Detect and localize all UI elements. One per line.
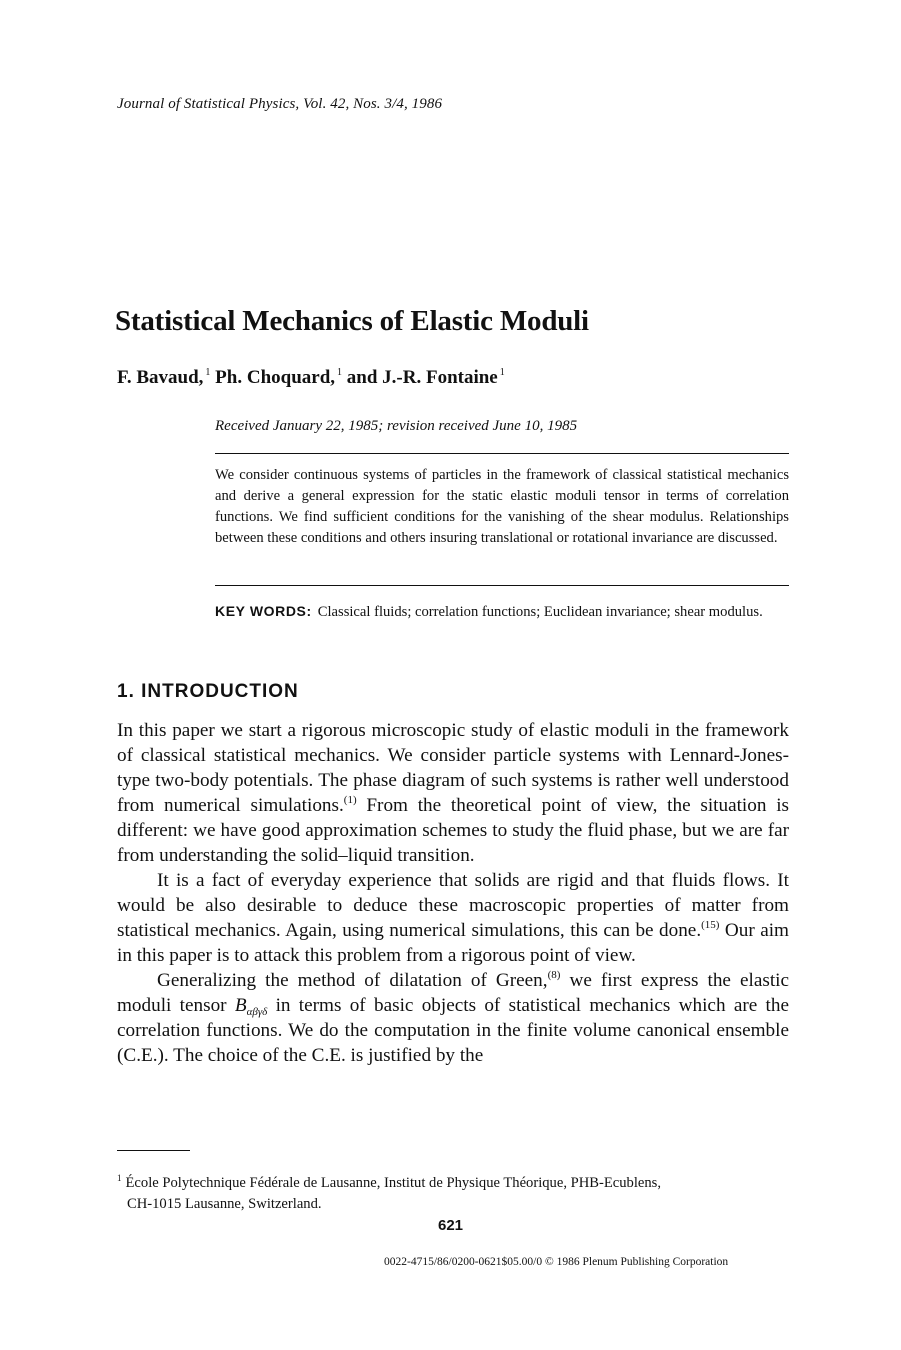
section-heading: 1. INTRODUCTION bbox=[117, 681, 299, 702]
footnote-line: CH-1015 Lausanne, Switzerland. bbox=[127, 1196, 322, 1212]
keywords-block bbox=[215, 601, 789, 623]
copyright-line: 0022-4715/86/0200-0621$05.00/0 © 1986 Plenum Publishing Corporation bbox=[384, 1256, 729, 1268]
paragraph: In this paper we start a rigorous microscopic study of elastic moduli in the framework of classical statistical mechanics. We consider particle systems with Lennard-Jones-type two-body potentials. The phase diagram of such systems is rather well understood from numerical simulations.$^{(1)}$ From the theoretical point of view, the situation is different: we have good approximation schemes to study the fluid phase, but we are far from understanding the solid–liquid transition. bbox=[117, 720, 789, 866]
received-dates: Received January 22, 1985; revision received June 10, 1985 bbox=[215, 418, 578, 434]
affiliation-mark: 1 bbox=[205, 367, 211, 378]
footnote-rule bbox=[117, 1150, 190, 1151]
author-list bbox=[117, 367, 505, 389]
paragraph: It is a fact of everyday experience that solids are rigid and that fluids flows. It would be also desirable to deduce these macroscopic properties of matter from statistical mechanics. Again, using numerical simulations, this can be done.$^{(15)}$ Our aim in this paper is to attack this problem from a rigorous point of view. bbox=[117, 870, 789, 966]
abstract: We consider continuous systems of particles in the framework of classical statistical mechanics and derive a general expression for the static elastic moduli tensor in terms of correlation functions. We find sufficient conditions for the vanishing of the shear modulus. Relationships between these conditions and others insuring translational or rotational invariance are discussed. bbox=[215, 467, 789, 546]
citation-ref: (15) bbox=[701, 919, 720, 931]
tensor-symbol: B bbox=[234, 995, 247, 1016]
keywords-text: Classical fluids; correlation functions; Euclidean invariance; shear modulus. bbox=[317, 604, 763, 620]
footnote bbox=[117, 1168, 789, 1215]
author-name: and J.-R. Fontaine bbox=[346, 367, 498, 388]
keywords-label: KEY WORDS: bbox=[215, 603, 312, 619]
journal-citation: Journal of Statistical Physics, Vol. 42, Nos. 3/4, 1986 bbox=[117, 96, 443, 112]
page-number: 621 bbox=[437, 1217, 464, 1234]
abstract-top-rule bbox=[215, 453, 789, 454]
citation-ref: (1) bbox=[343, 794, 357, 806]
paragraph: Generalizing the method of dilatation of Green,$^{(8)}$ we first express the elastic moduli tensor $B_{\alpha\beta\gamma\delta}$ in terms of basic objects of statistical mechanics which are the correlation functions. We do the computation in the finite volume canonical ensemble (C.E.). The choice of the C.E. is justified by the bbox=[117, 969, 790, 1066]
footnote-line: École Polytechnique Fédérale de Lausanne, Institut de Physique Théorique, PHB-Ecublens, bbox=[125, 1175, 662, 1191]
author-name: F. Bavaud, bbox=[117, 367, 204, 388]
footnote-mark: 1 bbox=[117, 1173, 122, 1183]
abstract-bottom-rule bbox=[215, 585, 789, 586]
tensor-subscript: αβγδ bbox=[246, 1006, 268, 1018]
citation-ref: (8) bbox=[547, 969, 561, 981]
author-name: Ph. Choquard, bbox=[215, 367, 336, 388]
affiliation-mark: 1 bbox=[499, 367, 505, 378]
body-text bbox=[117, 718, 789, 1068]
affiliation-mark: 1 bbox=[337, 367, 343, 378]
paper-title: Statistical Mechanics of Elastic Moduli bbox=[115, 305, 589, 337]
